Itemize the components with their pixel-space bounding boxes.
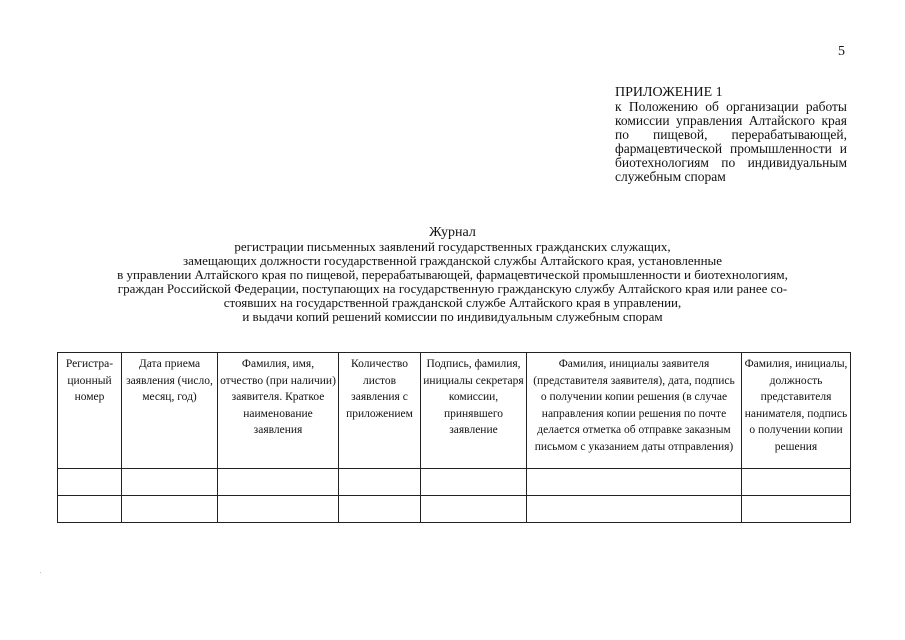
column-header-registration-number: Регистра-ционный номер xyxy=(58,353,122,469)
table-cell xyxy=(339,496,421,523)
table-row xyxy=(58,469,851,496)
journal-subtitle-line: стоявших на государственной гражданской службе Алтайского края в управлении, xyxy=(223,295,682,310)
journal-heading xyxy=(40,226,865,324)
table-cell xyxy=(527,469,742,496)
journal-subtitle-line: регистрации письменных заявлений государственных гражданских служащих, xyxy=(234,239,671,254)
appendix-title: ПРИЛОЖЕНИЕ 1 xyxy=(615,85,723,100)
journal-subtitle-line: граждан Российской Федерации, поступающих на государственную гражданскую службу Алтайского края или ранее со- xyxy=(117,281,788,296)
scan-speck xyxy=(40,572,41,573)
journal-subtitle-line: замещающих должности государственной гражданской службы Алтайского края, установленные xyxy=(182,253,723,268)
table-cell xyxy=(58,496,122,523)
table-row xyxy=(58,496,851,523)
column-header-employer-representative: Фамилия, инициалы, должность представителя нанимателя, подпись о получении копии решения xyxy=(742,353,851,469)
table-cell xyxy=(58,469,122,496)
column-header-applicant-name: Фамилия, имя, отчество (при наличии) заявителя. Краткое наименование заявления xyxy=(218,353,339,469)
column-header-secretary-signature: Подпись, фамилия, инициалы секретаря комиссии, принявшего заявление xyxy=(421,353,527,469)
column-header-sheet-count: Количество листов заявления с приложением xyxy=(339,353,421,469)
table-cell xyxy=(742,469,851,496)
column-header-receipt-date: Дата приема заявления (число, месяц, год) xyxy=(122,353,218,469)
table-cell xyxy=(122,496,218,523)
journal-subtitle-line: и выдачи копий решений комиссии по индивидуальным служебным спорам xyxy=(242,309,663,324)
appendix-text: к Положению об организации работы комиссии управления Алтайского края по пищевой, перерабатывающей, фармацевтической промышленности и биотехнологиям по индивидуальным служебным спорам xyxy=(615,99,847,184)
registration-journal-table xyxy=(57,352,851,523)
table-cell xyxy=(218,469,339,496)
table-cell xyxy=(527,496,742,523)
table-cell xyxy=(339,469,421,496)
table-cell xyxy=(421,469,527,496)
table-cell xyxy=(122,469,218,496)
table-cell xyxy=(421,496,527,523)
appendix-block xyxy=(615,86,847,184)
journal-title: Журнал xyxy=(429,225,476,240)
table-header-row xyxy=(58,353,851,469)
table-cell xyxy=(742,496,851,523)
column-header-applicant-receipt: Фамилия, инициалы заявителя (представителя заявителя), дата, подпись о получении копии решения (в случае направления копии решения по почте делается отметка об отправке заказным письмом с указанием даты отправления) xyxy=(527,353,742,469)
table-cell xyxy=(218,496,339,523)
journal-subtitle-line: в управлении Алтайского края по пищевой, перерабатывающей, фармацевтической промышленности и биотехнологиям, xyxy=(117,267,788,282)
page-number: 5 xyxy=(838,44,845,59)
